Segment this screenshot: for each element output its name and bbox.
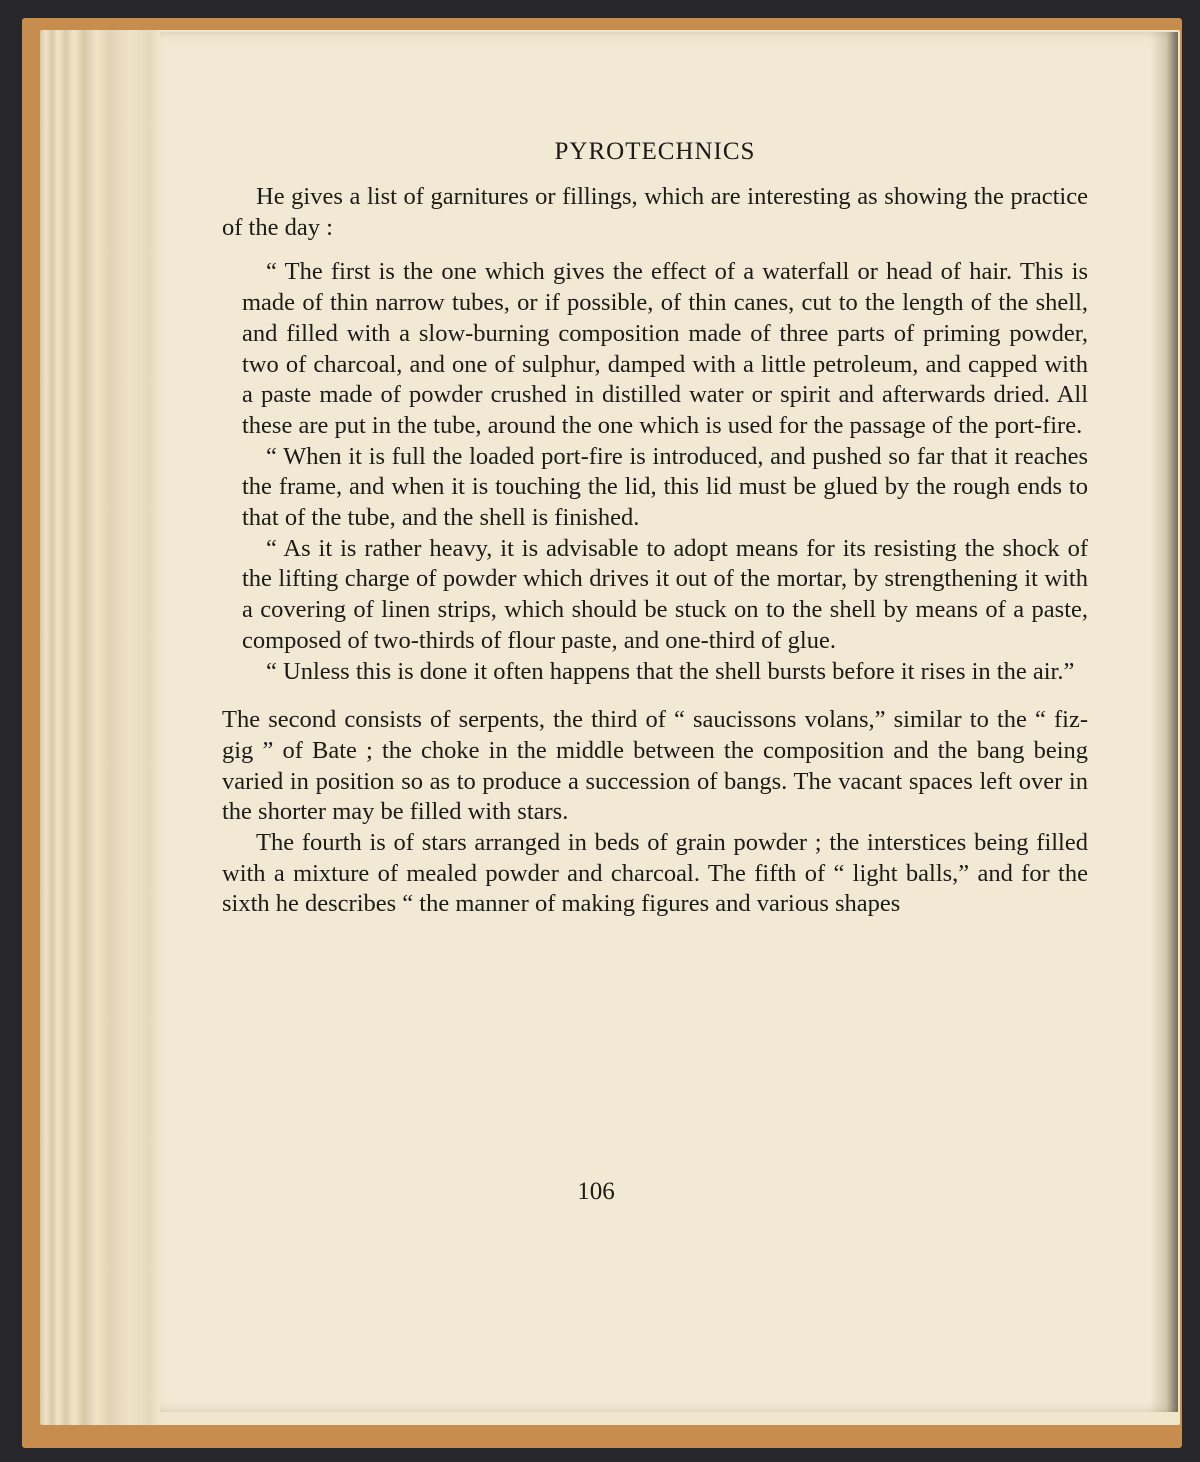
page-gutter <box>1150 32 1178 1412</box>
block-quote <box>242 257 1088 687</box>
quote-paragraph: “ As it is rather heavy, it is advisable to adopt means for its resisting the shock of the lifting charge of powder which drives it out of the mortar, by strengthening it with a covering of linen strips, which should be stuck on to the shell by means of a paste, composed of two-thirds of flour paste, and one-third of glue. <box>242 534 1088 654</box>
body-text <box>222 182 1088 920</box>
running-head-text: PYROTECHNICS <box>554 138 756 165</box>
paragraph-fourth: The fourth is of stars arranged in beds of grain powder ; the interstices being filled with a mixture of mealed powder and charcoal. The fifth of “ light balls,” and for the sixth he describes “ the manner of making figures and various shapes <box>222 829 1088 918</box>
quote-paragraph: “ Unless this is done it often happens that the shell bursts before it rises in the air.” <box>266 657 1075 685</box>
page-number: 106 <box>577 1178 615 1205</box>
intro-paragraph: He gives a list of garnitures or fillings, which are interesting as showing the practice of the day : <box>222 183 1088 241</box>
quote-paragraph: “ When it is full the loaded port-fire is introduced, and pushed so far that it reaches the frame, and when it is touching the lid, this lid must be glued by the rough ends to that of the tube, and the shell is finished. <box>242 442 1088 532</box>
paragraph-second: The second consists of serpents, the third of “ saucissons volans,” similar to the “ fiz-gig ” of Bate ; the choke in the middle between the composition and the bang being varied in position so as to produce a succession of bangs. The vacant spaces left over in the shorter may be filled with stars. <box>222 706 1088 826</box>
quote-paragraph: “ The first is the one which gives the effect of a waterfall or head of hair. This is made of thin narrow tubes, or if possible, of thin canes, cut to the length of the shell, and filled with a slow-burning composition made of three parts of priming powder, two of charcoal, and one of sulphur, damped with a little petroleum, and capped with a paste made of powder crushed in distilled water or spirit and afterwards dried. All these are put in the tube, around the one which is used for the passage of the port-fire. <box>242 258 1088 439</box>
